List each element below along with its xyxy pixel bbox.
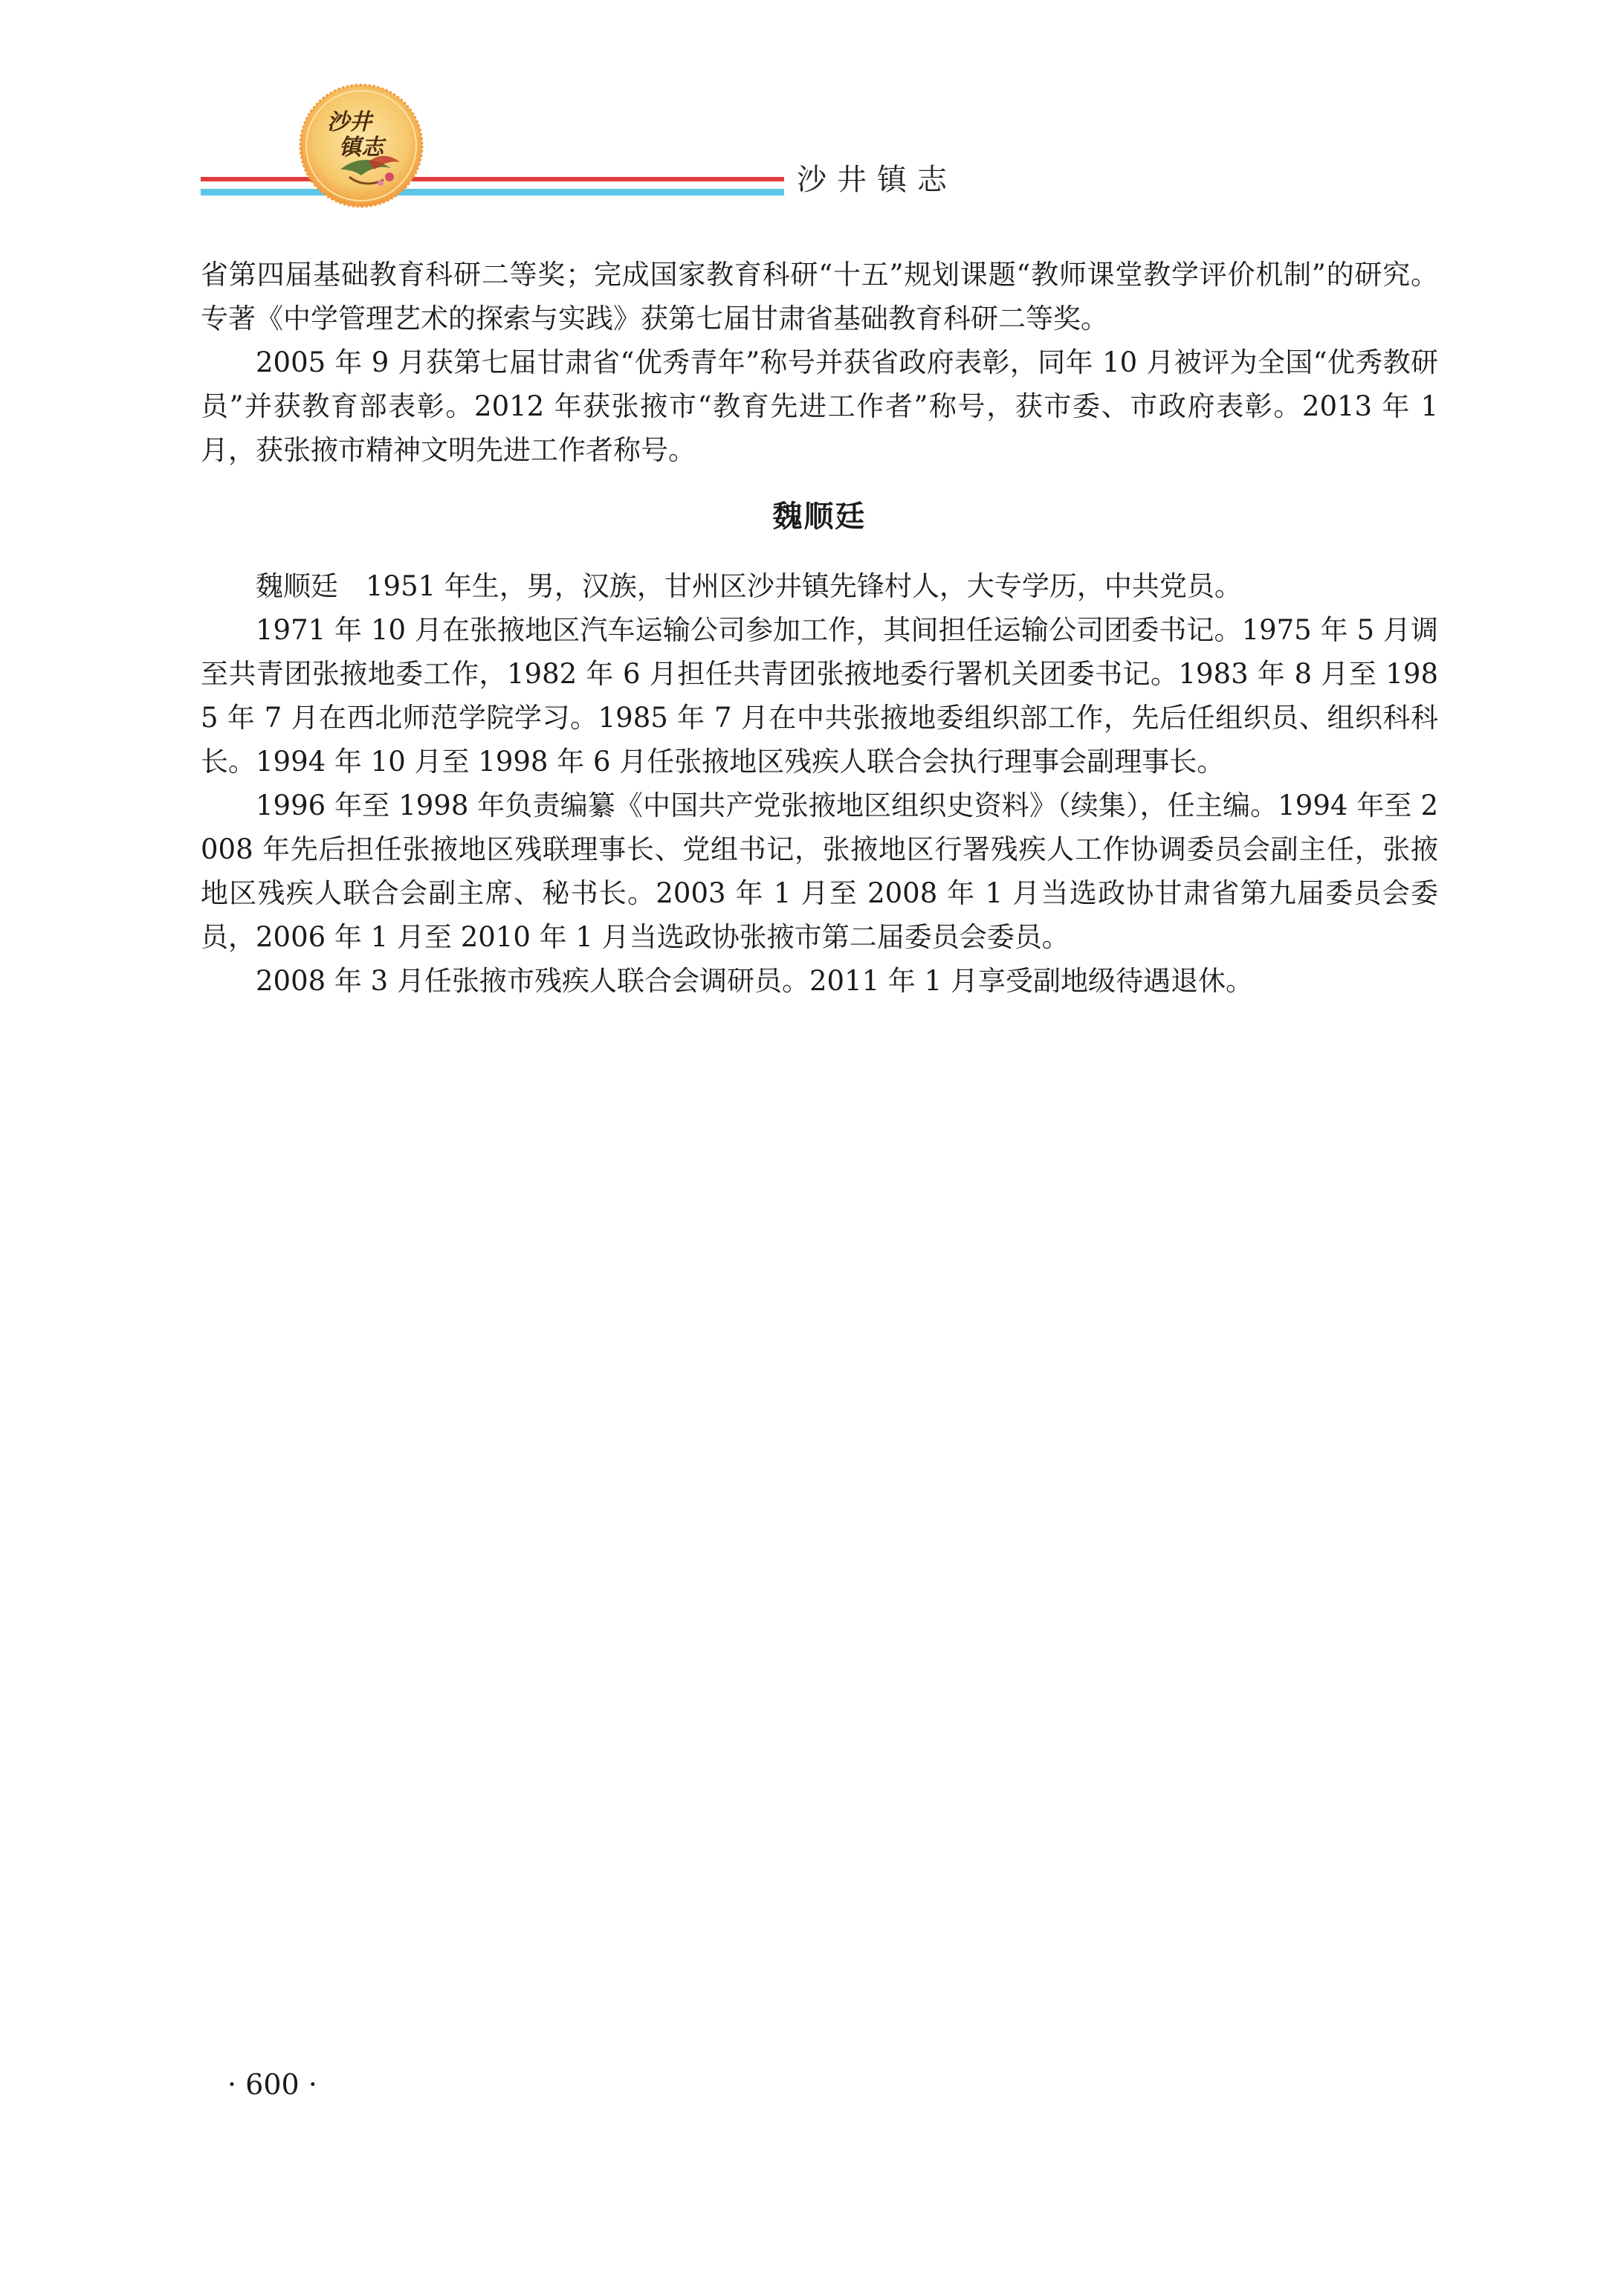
bio-works-paragraph: 1996 年至 1998 年负责编纂《中国共产党张掖地区组织史资料》（续集），任主编。1994 年至 2008 年先后担任张掖地区残联理事长、党组书记，张掖地区行署残疾人工作协调委员会副主任，张掖地区残疾人联合会副主席、秘书长。2003 年 1 月至 2008 年 1 月当选政协甘肃省第九届委员会委员，2006 年 1 月至 2010 年 1 月当选政协张掖市第二届委员会委员。	[201, 789, 1438, 953]
page-header	[0, 0, 1624, 223]
bio-career-paragraph: 1971 年 10 月在张掖地区汽车运输公司参加工作，其间担任运输公司团委书记。1975 年 5 月调至共青团张掖地委工作，1982 年 6 月担任共青团张掖地委行署机关团委书记。1983 年 8 月至 1985 年 7 月在西北师范学院学习。1985 年 7 月在中共张掖地委组织部工作，先后任组织员、组织科科长。1994 年 10 月至 1998 年 6 月任张掖地区残疾人联合会执行理事会副理事长。	[201, 614, 1438, 778]
page-content	[201, 253, 1438, 1003]
running-title: 沙井镇志	[797, 163, 957, 197]
logo-text-line1: 沙井	[327, 109, 372, 135]
section-title: 魏顺廷	[772, 500, 867, 534]
page-number: · 600 ·	[227, 2068, 317, 2101]
bio-intro-paragraph: 魏顺廷 1951 年生，男，汉族，甘州区沙井镇先锋村人，大专学历，中共党员。	[256, 570, 1242, 602]
book-logo-emblem	[297, 82, 425, 210]
continuation-paragraph: 省第四届基础教育科研二等奖；完成国家教育科研“十五”规划课题“教师课堂教学评价机制”的研究。专著《中学管理艺术的探索与实践》获第七届甘肃省基础教育科研二等奖。	[201, 259, 1438, 335]
honors-paragraph: 2005 年 9 月获第七届甘肃省“优秀青年”称号并获省政府表彰，同年 10 月被评为全国“优秀教研员”并获教育部表彰。2012 年获张掖市“教育先进工作者”称号，获市委、市政府表彰。2013 年 1 月，获张掖市精神文明先进工作者称号。	[201, 346, 1438, 466]
header-rule-red	[201, 177, 784, 181]
bio-retirement-paragraph: 2008 年 3 月任张掖市残疾人联合会调研员。2011 年 1 月享受副地级待遇退休。	[256, 965, 1253, 997]
header-rule-blue	[201, 189, 784, 196]
logo-text-line2: 镇志	[339, 135, 384, 161]
